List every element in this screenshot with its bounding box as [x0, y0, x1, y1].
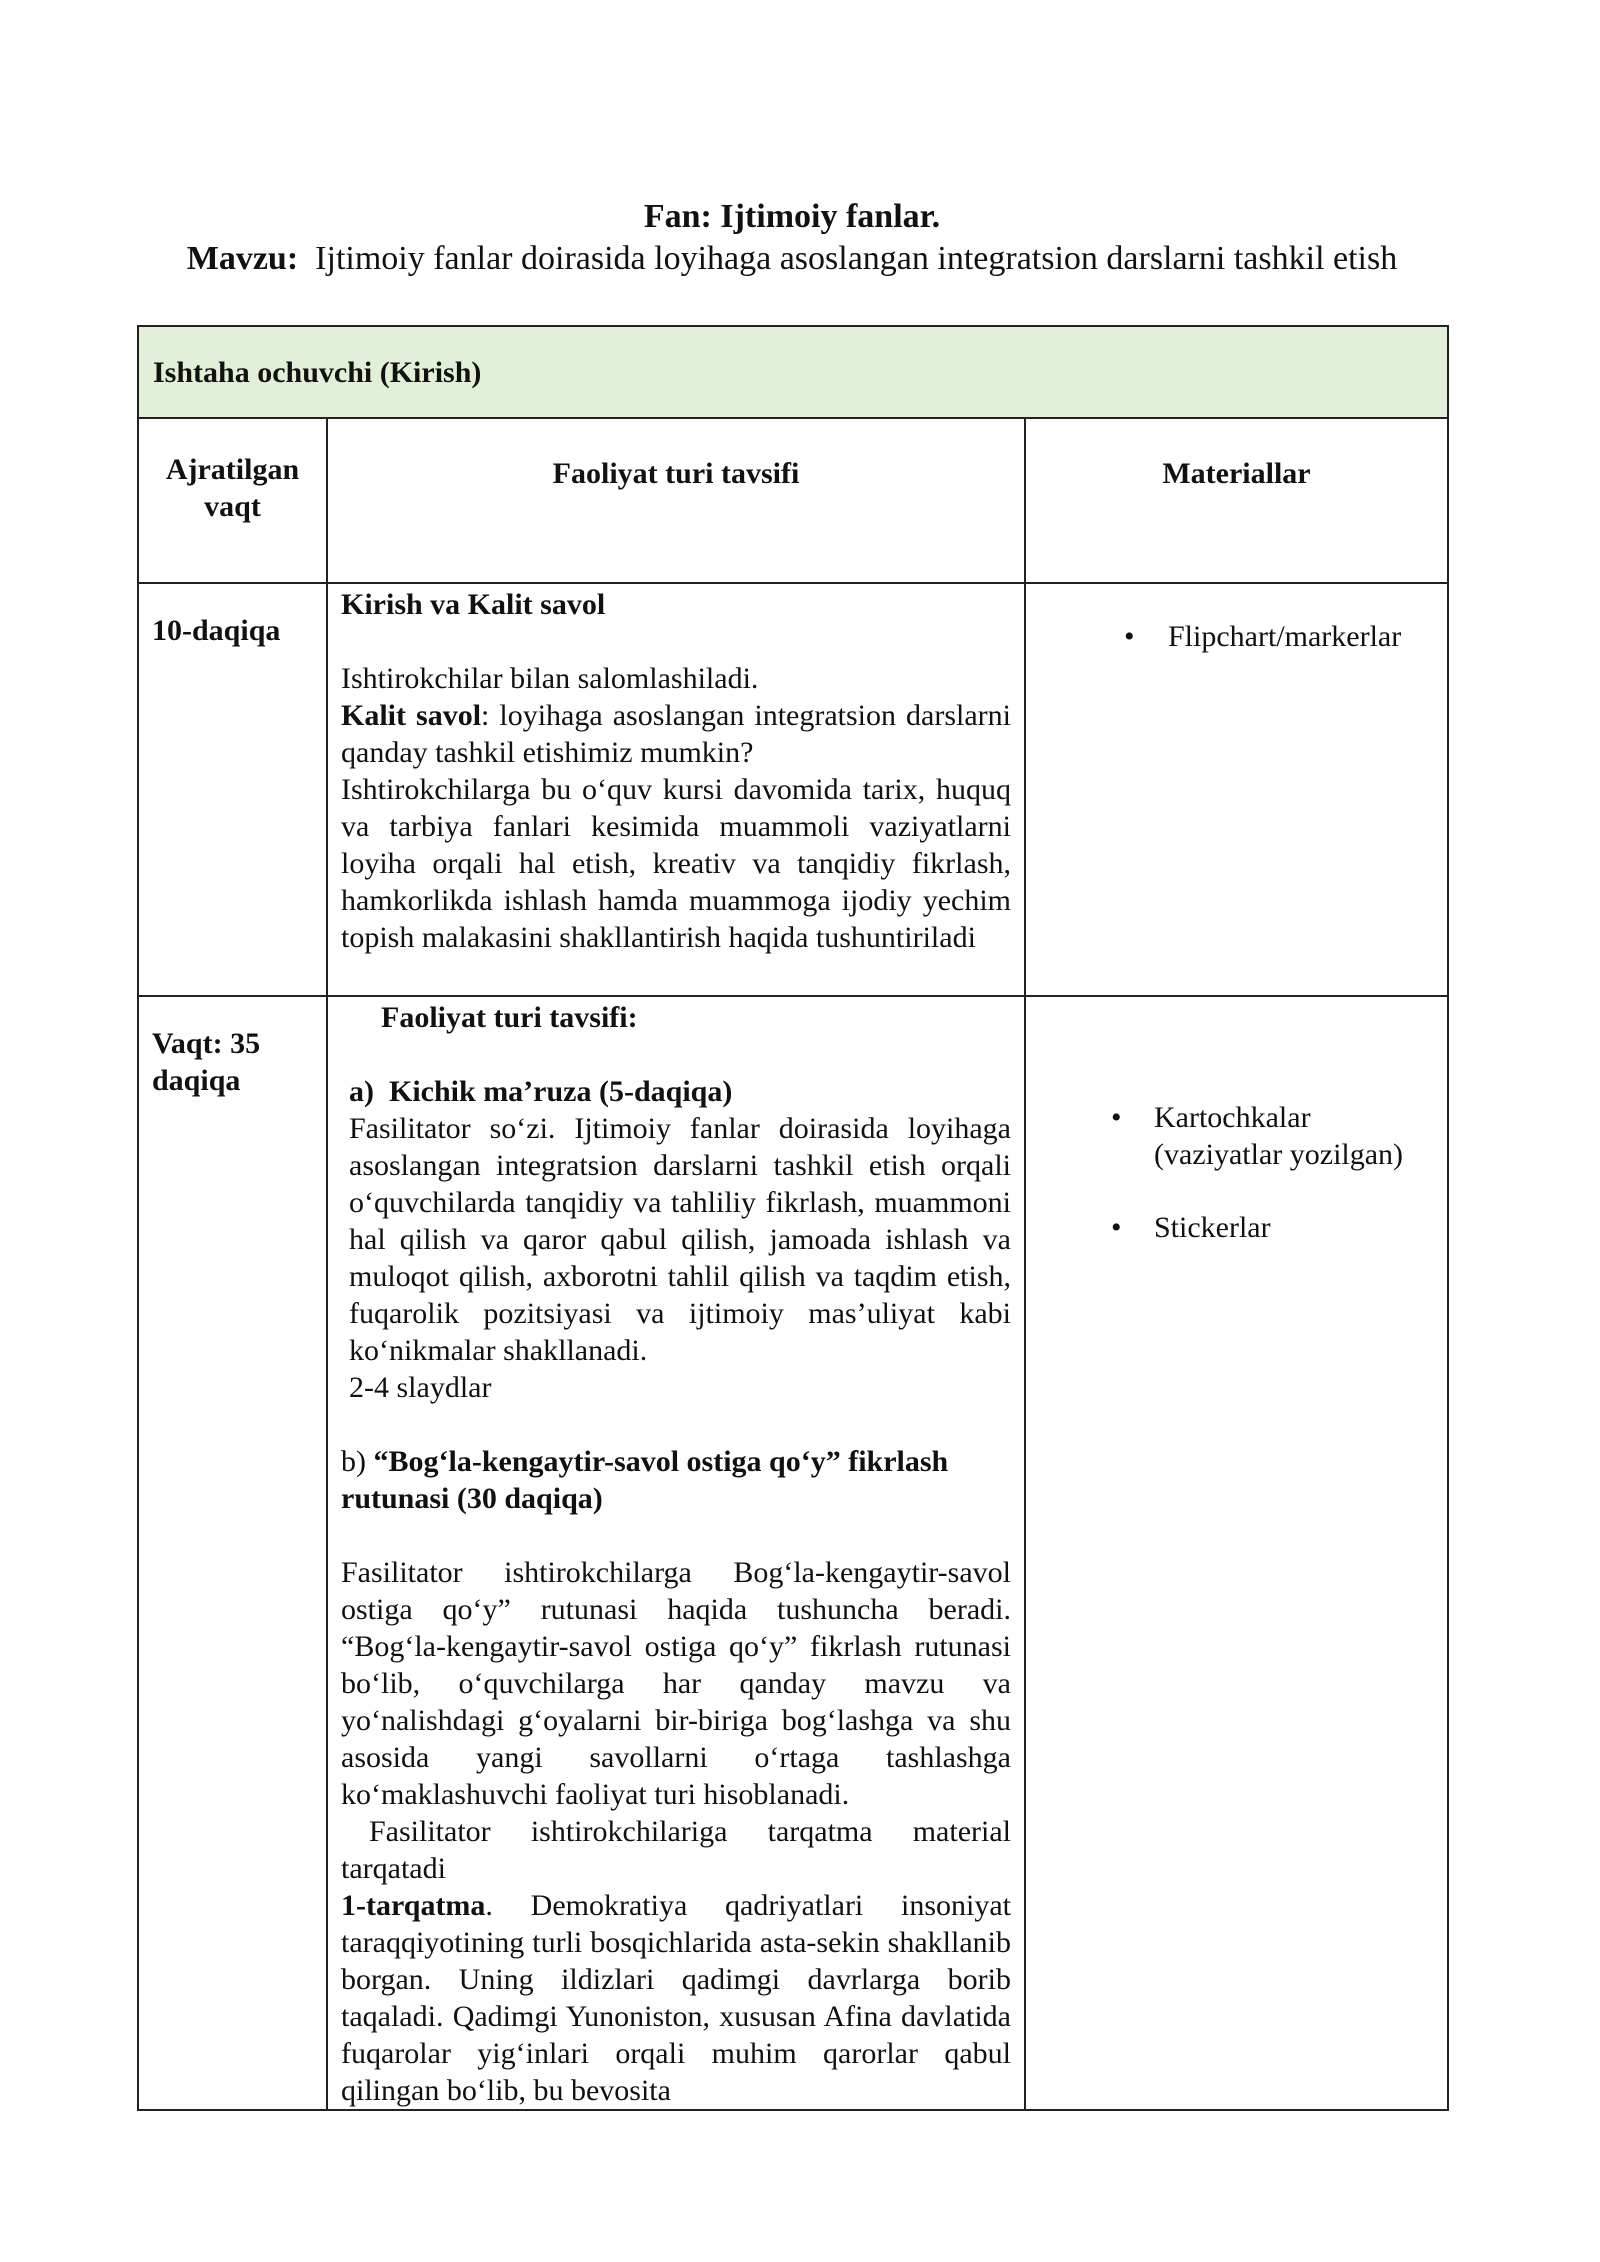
material-item: • Stickerlar: [1056, 1209, 1437, 1246]
handout-intro: Fasilitator ishtirokchilariga tarqatma material tarqatadi: [341, 1815, 1011, 1885]
part-a-title: [341, 1073, 1011, 1110]
subject-title: Fan: Ijtimoiy fanlar.: [643, 198, 941, 235]
handout-text: . Demokratiya qadriyatlari insoniyat taraqqiyotining turli bosqichlarida asta-sekin shakllanib borgan. Uning ildizlari qadimgi davrlarga borib taqaladi. Qadimgi Yunoniston, xususan Afina davlatida fuqarolar yig‘inlari orqali muhim qarorlar qabul qilingan bo‘lib, bu bevosita: [341, 1889, 1011, 2107]
row1-key-question: [341, 697, 1011, 771]
row2-description: [327, 996, 1025, 2110]
part-b-marker: b): [341, 1445, 366, 1478]
header-materials: Materiallar: [1025, 418, 1448, 583]
handout-paragraph: [341, 1887, 1011, 2109]
key-question-text: : loyihaga asoslangan integratsion darslarni qanday tashkil etishimiz mumkin?: [341, 699, 1011, 769]
part-b-title: [341, 1443, 1011, 1517]
row1-description: [327, 583, 1025, 996]
material-item: • Kartochkalar (vaziyatlar yozilgan): [1056, 1099, 1437, 1173]
material-item: • Flipchart/markerlar: [1056, 618, 1437, 655]
row1-explanation: Ishtirokchilarga bu o‘quv kursi davomida tarix, huquq va tarbiya fanlari kesimida muammoli vaziyatlarni loyiha orqali hal etish, kreativ va tanqidiy fikrlash, hamkorlikda ishlash hamda muammoga ijodiy yechim topish malakasini shakllantirish haqida tushuntiriladi: [341, 773, 1011, 954]
part-a-text: Fasilitator so‘zi. Ijtimoiy fanlar doirasida loyihaga asoslangan integratsion darslarni tashkil etish orqali o‘quvchilarda tanqidiy va tahliliy fikrlash, muammoni hal qilish va qaror qabul qilish, jamoada ishlash va muloqot qilish, axborotni tahlil qilish va taqdim etish, fuqarolik pozitsiyasi va ijtimoiy mas’uliyat kabi ko‘nikmalar shakllanadi.: [349, 1112, 1011, 1367]
header-time: Ajratilgan vaqt: [138, 418, 327, 583]
topic-line: [136, 238, 1448, 280]
row1-materials: [1025, 583, 1448, 996]
part-a-slides: 2-4 slaydlar: [349, 1371, 492, 1404]
document-header: [136, 196, 1448, 280]
part-a-title-text: Kichik ma’ruza (5-daqiqa): [389, 1075, 733, 1108]
topic-label: Mavzu:: [186, 240, 299, 277]
key-question-label: Kalit savol: [341, 699, 482, 732]
row1-time: 10-daqiqa: [138, 583, 327, 996]
topic-text: Ijtimoiy fanlar doirasida loyihaga asoslangan integratsion darslarni tashkil etish: [315, 240, 1398, 277]
row2-materials: [1025, 996, 1448, 2110]
row1-title: Kirish va Kalit savol: [341, 588, 606, 621]
table-row: [138, 583, 1448, 996]
handout-label: 1-tarqatma: [341, 1889, 486, 1922]
row2-time: Vaqt: 35 daqiqa: [138, 996, 327, 2110]
header-activity: Faoliyat turi tavsifi: [327, 418, 1025, 583]
row2-heading: Faoliyat turi tavsifi:: [381, 1001, 638, 1034]
row1-greeting: Ishtirokchilar bilan salomlashiladi.: [341, 662, 759, 695]
part-b-title-text: “Bog‘la-kengaytir-savol ostiga qo‘y” fikrlash rutunasi (30 daqiqa): [341, 1445, 949, 1515]
table-row: [138, 996, 1448, 2110]
lesson-plan-table: [137, 325, 1449, 2111]
part-b-text: Fasilitator ishtirokchilarga Bog‘la-kengaytir-savol ostiga qo‘y” rutunasi haqida tushuncha beradi. “Bog‘la-kengaytir-savol ostiga qo‘y” fikrlash rutunasi bo‘lib, o‘quvchilarga har qanday mavzu va yo‘nalishdagi g‘oyalarni bir-biriga bog‘lashga va shu asosida yangi savollarni o‘rtaga tashlashga ko‘maklashuvchi faoliyat turi hisoblanadi.: [341, 1556, 1011, 1811]
section-title: Ishtaha ochuvchi (Kirish): [138, 326, 1448, 418]
part-a-marker: a): [349, 1075, 374, 1108]
